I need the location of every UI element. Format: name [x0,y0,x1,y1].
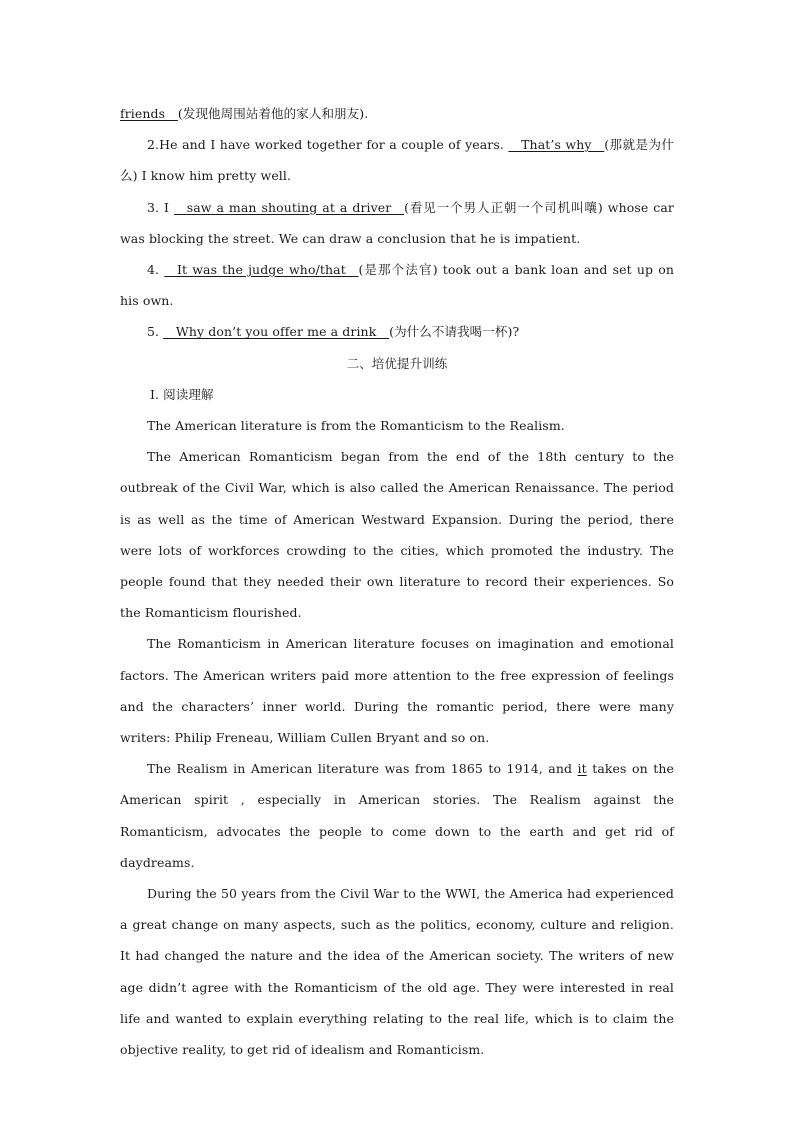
passage-paragraph-3: The Romanticism in American literature focuses on imagination and emotional factors. The American writers paid more attention to the free expression of feelings and the characters’ inner world. During the romantic period, there were many writers: Philip Freneau, William Cullen Bryant and so on. [120,636,674,746]
answer-blank: __It was the judge who/that__ [164,262,359,278]
answer-blank: __saw a man shouting at a driver__ [174,199,405,215]
exercise-item-2 [120,129,674,191]
answer-blank: __That’s why__ [508,137,605,153]
item-number: 3. [147,199,160,215]
underlined-word: it [577,761,587,777]
exercise-line-0 [120,98,674,129]
passage-paragraph-5: During the 50 years from the Civil War to the WWI, the America had experienced a great change on many aspects, such as the politics, economy, culture and religion. It had changed the nature and the idea of the American society. The writers of new age didn’t agree with the Romanticism of the old age. They were interested in real life and wanted to explain everything relating to the real life, which is to claim the objective reality, to get rid of idealism and Romanticism. [120,886,674,1058]
exercise-text: He and I have worked together for a couple of years. [159,137,509,153]
section-subtitle: Ⅰ. 阅读理解 [150,386,214,402]
passage-text: The Realism in American literature was from 1865 to 1914, and [147,761,578,777]
exercise-item-4 [120,254,674,316]
exercise-text: (那就是为什么) I know him pretty well. [120,137,675,184]
passage-paragraph-4 [120,753,674,878]
exercise-text: (是那个法官) took out a bank loan and set up on his own. [120,262,674,309]
item-number: 5. [147,324,160,340]
item-number: 4. [147,262,160,278]
exercise-text: I [164,199,174,215]
exercise-item-5 [120,316,674,347]
passage-paragraph-1: The American literature is from the Romanticism to the Realism. [147,418,565,434]
answer-blank: friends__ [120,106,178,121]
passage-text: takes on the American spirit , especially in American stories. The Realism against the Romanticism, advocates the people to come down to the earth and get rid of daydreams. [120,761,674,870]
section-title: 二、培优提升训练 [346,355,448,371]
passage-paragraph-2: The American Romanticism began from the end of the 18th century to the outbreak of the Civil War, which is also called the American Renaissance. The period is as well as the time of American Westward Expansion. During the period, there were lots of workforces crowding to the cities, which promoted the industry. The people found that they needed their own literature to record their experiences. So the Romanticism flourished. [120,449,674,621]
exercise-text: (为什么不请我喝一杯)? [389,324,520,340]
exercise-text: (看见一个男人正朝一个司机叫嚷) whose car was blocking the street. We can draw a conclusion that he is impatient. [120,199,674,246]
answer-blank: __Why don’t you offer me a drink__ [163,324,390,340]
document-page [120,98,674,1065]
exercise-item-3 [120,192,674,254]
exercise-text: (发现他周围站着他的家人和朋友). [177,106,369,121]
item-number: 2. [147,137,160,153]
